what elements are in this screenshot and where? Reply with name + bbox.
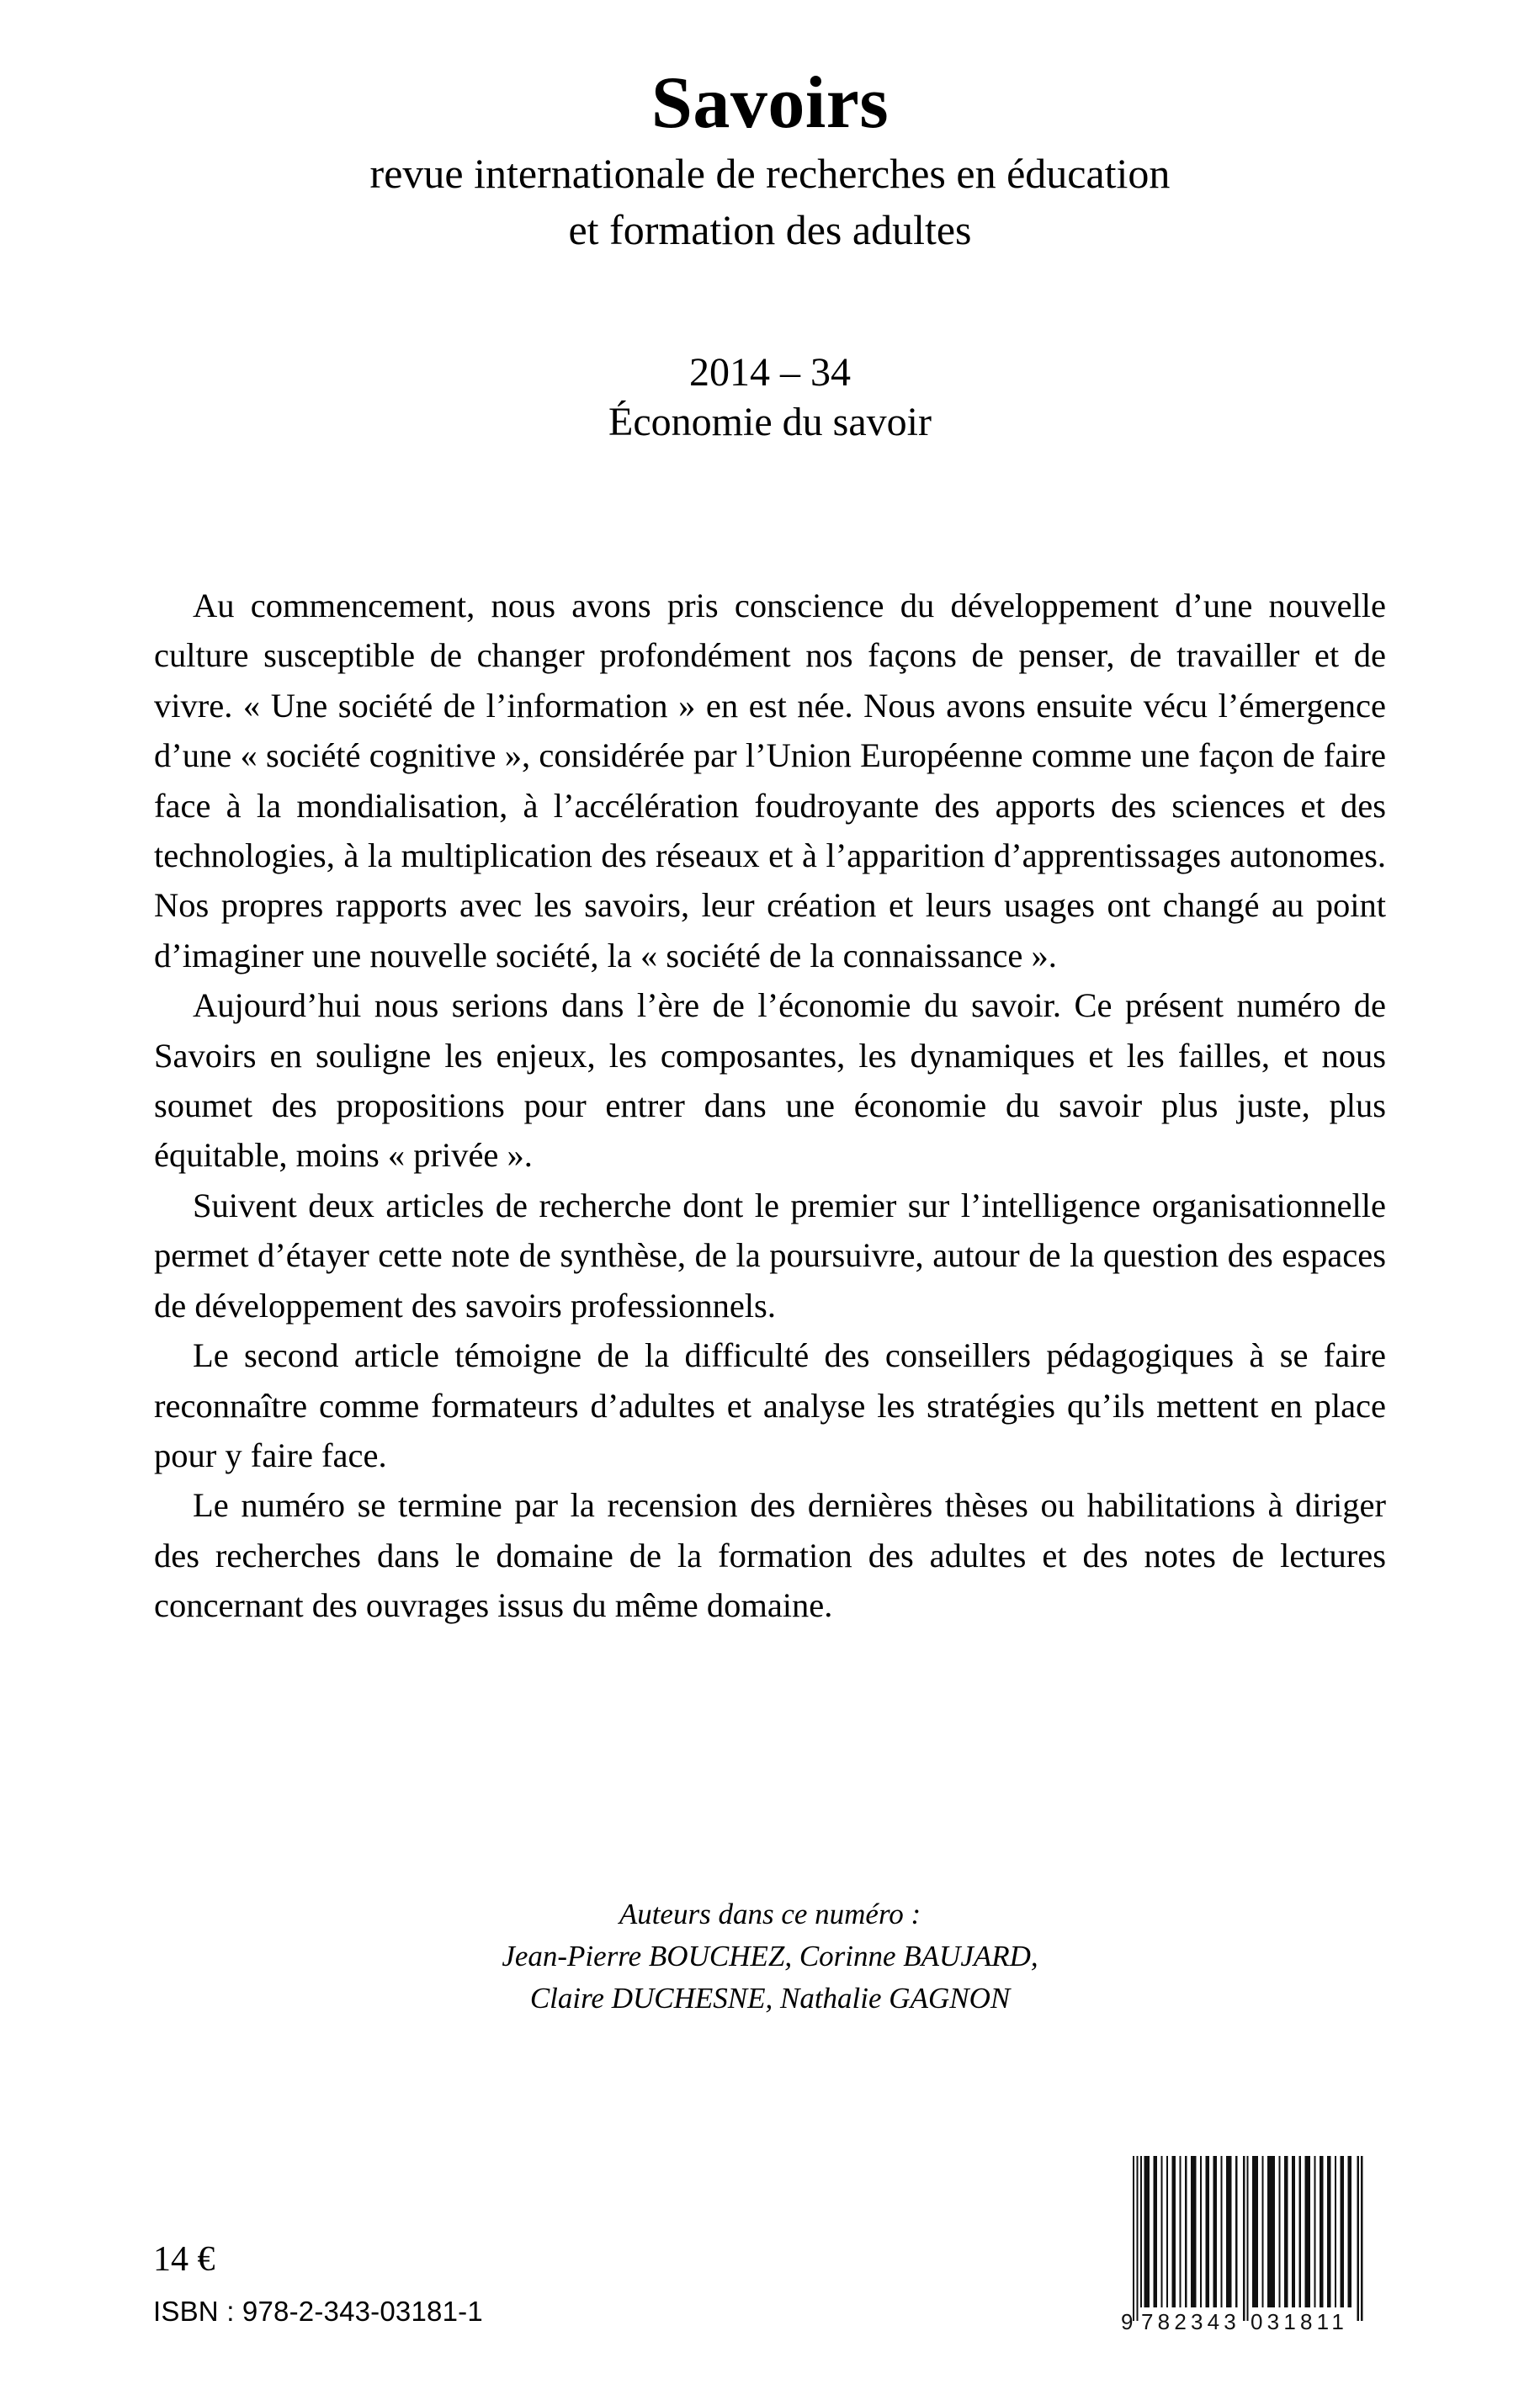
authors-heading: Auteurs dans ce numéro : xyxy=(619,1898,921,1930)
isbn-label: ISBN : 978-2-343-03181-1 xyxy=(153,2296,483,2327)
authors-line-2: Claire DUCHESNE, Nathalie GAGNON xyxy=(529,1982,1011,2015)
blurb-paragraph: Suivent deux articles de recherche dont le premier sur l’intelligence organisationnelle permet d’étayer cette note de synthèse, de la poursuivre, autour de la question des espaces de développement des savoirs professionnels. xyxy=(154,1186,1386,1325)
price-label: 14 € xyxy=(153,2240,215,2279)
ean13-barcode xyxy=(1119,2151,1390,2332)
blurb-paragraph: Le second article témoigne de la difficulté des conseillers pédagogiques à se faire reconnaître comme formateurs d’adultes et analyse les stratégies qu’ils mettent en place pour y faire face. xyxy=(154,1336,1386,1474)
barcode-digits-group-1: 782343 xyxy=(1141,2309,1240,2332)
journal-subtitle-line-1: revue internationale de recherches en éducation xyxy=(369,150,1171,198)
blurb-paragraph: Le numéro se termine par la recension des dernières thèses ou habilitations à diriger des recherches dans le domaine de la formation des adultes et des notes de lectures concernant des ouvrages issus du même domaine. xyxy=(154,1486,1386,1625)
blurb-paragraph: Aujourd’hui nous serions dans l’ère de l’économie du savoir. Ce présent numéro de Savoirs en souligne les enjeux, les composantes, les dynamiques et les failles, et nous soumet des propositions pour entrer dans une économie du savoir plus juste, plus équitable, moins « privée ». xyxy=(154,986,1386,1175)
masthead xyxy=(0,64,1540,255)
barcode-digit-leading: 9 xyxy=(1121,2309,1134,2332)
issue-theme: Économie du savoir xyxy=(608,399,932,444)
barcode-digits-group-2: 031811 xyxy=(1251,2309,1349,2332)
authors-line-1: Jean-Pierre BOUCHEZ, Corinne BAUJARD, xyxy=(502,1940,1038,1973)
issue-block xyxy=(0,348,1540,447)
barcode-bars xyxy=(1133,2156,1362,2321)
journal-subtitle-line-2: et formation des adultes xyxy=(568,206,972,254)
issue-number: 2014 – 34 xyxy=(689,350,851,395)
ean13-barcode-svg xyxy=(1119,2151,1390,2332)
blurb-paragraph: Au commencement, nous avons pris conscience du développement d’une nouvelle culture susceptible de changer profondément nos façons de penser, de travailler et de vivre. « Une société de l’information » en est née. Nous avons ensuite vécu l’émergence d’une « société cognitive », considérée par l’Union Européenne comme une façon de faire face à la mondialisation, à l’accélération foudroyante des apports des sciences et des technologies, à la multiplication des réseaux et à l’apparition d’apprentissages autonomes. Nos propres rapports avec les savoirs, leur création et leurs usages ont changé au point d’imaginer une nouvelle société, la « société de la connaissance ». xyxy=(154,587,1386,974)
back-cover-blurb xyxy=(154,581,1386,1631)
authors-block xyxy=(0,1893,1540,2020)
journal-title: Savoirs xyxy=(651,62,889,144)
